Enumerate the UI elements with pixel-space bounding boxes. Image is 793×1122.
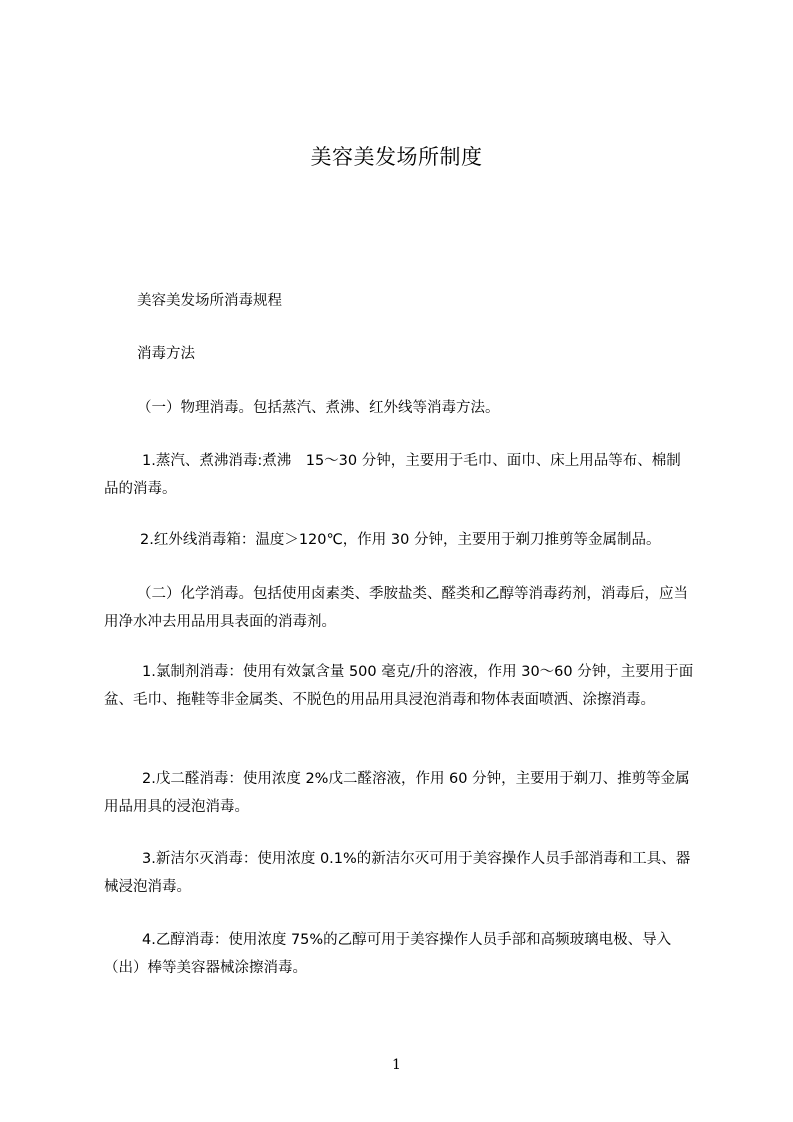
page-number: 1: [392, 1057, 401, 1073]
paragraph-steam: 1.蒸汽、煮沸消毒:煮沸 15～30 分钟，主要用于毛巾、面巾、床上用品等布、棉制品的消毒。: [104, 453, 681, 497]
paragraph-infrared: 2.红外线消毒箱：温度＞120℃，作用 30 分钟，主要用于剃刀推剪等金属制品。: [140, 532, 661, 548]
paragraph-subtitle: 美容美发场所消毒规程: [137, 293, 282, 309]
paragraph-bromogeramine: 3.新洁尔灭消毒：使用浓度 0.1%的新洁尔灭可用于美容操作人员手部消毒和工具、器械浸泡消毒。: [104, 851, 691, 895]
paragraph-chlorine: 1.氯制剂消毒：使用有效氯含量 500 毫克/升的溶液，作用 30～60 分钟，主要用于面盆、毛巾、拖鞋等非金属类、不脱色的用品用具浸泡消毒和物体表面喷洒、涂擦消毒。: [104, 664, 694, 708]
document-title: 美容美发场所制度: [310, 145, 483, 169]
paragraph-method-heading: 消毒方法: [137, 346, 195, 362]
paragraph-physical: （一）物理消毒。包括蒸汽、煮沸、红外线等消毒方法。: [137, 400, 500, 416]
paragraph-glutaraldehyde: 2.戊二醛消毒：使用浓度 2%戊二醛溶液，作用 60 分钟，主要用于剃刀、推剪等金属用品用具的浸泡消毒。: [104, 771, 690, 815]
paragraph-chemical: （二）化学消毒。包括使用卤素类、季胺盐类、醛类和乙醇等消毒药剂，消毒后，应当用净水冲去用品用具表面的消毒剂。: [104, 586, 688, 630]
paragraph-ethanol: 4.乙醇消毒：使用浓度 75%的乙醇可用于美容操作人员手部和高频玻璃电极、导入（出）棒等美容器械涂擦消毒。: [104, 932, 672, 976]
